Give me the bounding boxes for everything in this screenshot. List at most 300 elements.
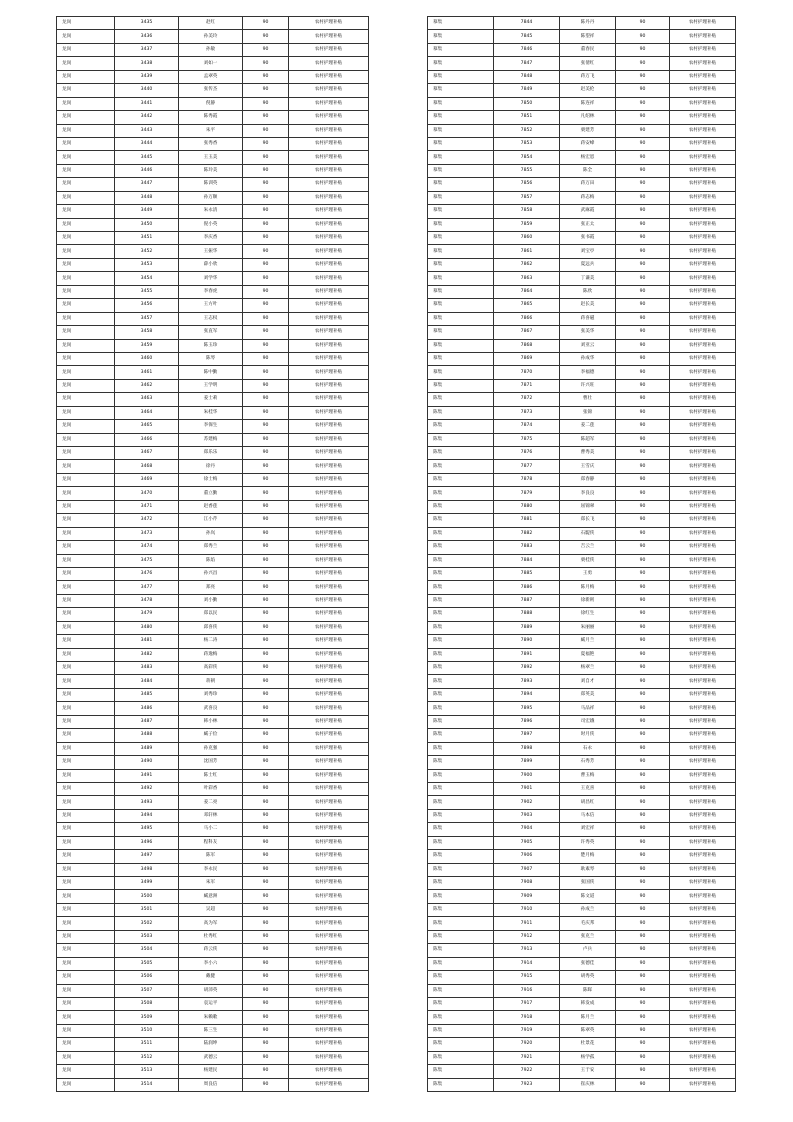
table-cell: 7910	[494, 903, 560, 916]
table-cell: 龙岗	[57, 836, 115, 849]
table-row	[428, 178, 736, 191]
left-table-body	[57, 17, 369, 1092]
table-cell: 7913	[494, 944, 560, 957]
table-row	[428, 863, 736, 876]
table-cell: 3470	[115, 487, 179, 500]
table-cell: 7882	[494, 527, 560, 540]
table-row	[57, 554, 369, 567]
table-cell: 90	[616, 84, 670, 97]
table-row	[57, 352, 369, 365]
table-cell: 农村护理补贴	[670, 285, 736, 298]
table-cell: 李福德	[560, 366, 616, 379]
table-cell: 农村护理补贴	[289, 406, 369, 419]
table-cell: 3476	[115, 567, 179, 580]
table-cell: 慕集	[428, 30, 494, 43]
table-cell: 3496	[115, 836, 179, 849]
table-cell: 农村护理补贴	[670, 702, 736, 715]
table-cell: 龙岗	[57, 903, 115, 916]
table-row	[57, 823, 369, 836]
table-cell: 农村护理补贴	[670, 299, 736, 312]
table-row	[428, 796, 736, 809]
table-cell: 90	[243, 339, 289, 352]
table-row	[428, 756, 736, 769]
table-row	[57, 460, 369, 473]
table-cell: 90	[243, 97, 289, 110]
table-cell: 慕集	[428, 137, 494, 150]
table-cell: 朱赖歌	[179, 1011, 243, 1024]
table-cell: 农村护理补贴	[289, 554, 369, 567]
table-cell: 90	[616, 608, 670, 621]
table-cell: 90	[616, 17, 670, 30]
table-cell: 农村护理补贴	[670, 245, 736, 258]
table-cell: 慕集	[428, 312, 494, 325]
table-cell: 农村护理补贴	[670, 1051, 736, 1064]
table-row	[57, 675, 369, 688]
table-cell: 90	[616, 836, 670, 849]
table-row	[428, 151, 736, 164]
table-cell: 3459	[115, 339, 179, 352]
table-cell: 3498	[115, 863, 179, 876]
table-cell: 农村护理补贴	[670, 594, 736, 607]
table-cell: 7909	[494, 890, 560, 903]
table-row	[428, 903, 736, 916]
table-row	[428, 836, 736, 849]
table-cell: 龙岗	[57, 769, 115, 782]
table-cell: 90	[243, 1011, 289, 1024]
table-cell: 周良信	[179, 1078, 243, 1091]
table-cell: 陈集	[428, 769, 494, 782]
table-cell: 农村护理补贴	[670, 541, 736, 554]
table-row	[57, 245, 369, 258]
table-cell: 姜二亮	[179, 796, 243, 809]
table-cell: 90	[243, 1065, 289, 1078]
table-row	[428, 232, 736, 245]
table-cell: 农村护理补贴	[289, 984, 369, 997]
table-cell: 3492	[115, 782, 179, 795]
table-cell: 90	[616, 70, 670, 83]
table-cell: 陈集	[428, 487, 494, 500]
table-cell: 邓轩林	[179, 809, 243, 822]
table-row	[57, 702, 369, 715]
table-cell: 陈集	[428, 500, 494, 513]
table-cell: 90	[243, 17, 289, 30]
table-cell: 90	[616, 662, 670, 675]
table-cell: 90	[616, 326, 670, 339]
table-cell: 农村护理补贴	[670, 957, 736, 970]
table-row	[428, 917, 736, 930]
left-table	[56, 16, 369, 1092]
table-cell: 农村护理补贴	[670, 809, 736, 822]
table-cell: 7852	[494, 124, 560, 137]
table-row	[428, 487, 736, 500]
table-cell: 李永民	[179, 863, 243, 876]
table-cell: 农村护理补贴	[670, 57, 736, 70]
table-cell: 陈士红	[179, 769, 243, 782]
table-cell: 农村护理补贴	[670, 124, 736, 137]
table-cell: 7873	[494, 406, 560, 419]
table-cell: 龙岗	[57, 877, 115, 890]
table-cell: 90	[243, 581, 289, 594]
table-cell: 农村护理补贴	[670, 84, 736, 97]
table-cell: 陈翠英	[560, 1024, 616, 1037]
table-cell: 农村护理补贴	[670, 326, 736, 339]
table-cell: 7844	[494, 17, 560, 30]
table-cell: 90	[616, 594, 670, 607]
table-cell: 陈望祥	[560, 30, 616, 43]
table-cell: 90	[616, 782, 670, 795]
table-cell: 7916	[494, 984, 560, 997]
table-cell: 龙岗	[57, 70, 115, 83]
table-cell: 赵红	[179, 17, 243, 30]
table-cell: 陈集	[428, 863, 494, 876]
table-cell: 朱永清	[179, 205, 243, 218]
table-cell: 徐士梅	[179, 473, 243, 486]
table-cell: 90	[243, 648, 289, 661]
table-cell: 杨建民	[179, 1065, 243, 1078]
table-cell: 蒋万飞	[560, 70, 616, 83]
table-cell: 农村护理补贴	[289, 299, 369, 312]
table-cell: 90	[243, 312, 289, 325]
table-cell: 7847	[494, 57, 560, 70]
table-row	[428, 1051, 736, 1064]
table-cell: 毛庆邦	[560, 917, 616, 930]
table-cell: 90	[243, 500, 289, 513]
table-cell: 90	[243, 702, 289, 715]
table-cell: 陈集	[428, 957, 494, 970]
table-cell: 陈集	[428, 460, 494, 473]
table-row	[428, 366, 736, 379]
table-cell: 90	[616, 218, 670, 231]
table-cell: 7915	[494, 971, 560, 984]
table-cell: 慕集	[428, 379, 494, 392]
table-cell: 陈集	[428, 742, 494, 755]
table-cell: 郑乐乐	[179, 447, 243, 460]
table-cell: 陈集	[428, 447, 494, 460]
table-cell: 90	[616, 420, 670, 433]
table-cell: 慕集	[428, 17, 494, 30]
table-cell: 90	[616, 232, 670, 245]
table-cell: 7885	[494, 567, 560, 580]
table-cell: 3444	[115, 137, 179, 150]
table-cell: 农村护理补贴	[670, 997, 736, 1010]
table-cell: 90	[616, 769, 670, 782]
table-row	[57, 43, 369, 56]
table-cell: 农村护理补贴	[670, 1011, 736, 1024]
table-cell: 7862	[494, 258, 560, 271]
table-cell: 农村护理补贴	[289, 151, 369, 164]
table-cell: 农村护理补贴	[289, 729, 369, 742]
table-cell: 龙岗	[57, 635, 115, 648]
table-row	[57, 782, 369, 795]
table-cell: 龙岗	[57, 742, 115, 755]
table-cell: 90	[243, 688, 289, 701]
table-cell: 农村护理补贴	[289, 258, 369, 271]
table-cell: 慕集	[428, 111, 494, 124]
table-cell: 90	[243, 487, 289, 500]
table-row	[57, 339, 369, 352]
table-cell: 农村护理补贴	[289, 245, 369, 258]
table-cell: 3491	[115, 769, 179, 782]
table-cell: 慕集	[428, 178, 494, 191]
table-cell: 农村护理补贴	[289, 1011, 369, 1024]
table-cell: 农村护理补贴	[289, 1078, 369, 1091]
table-cell: 农村护理补贴	[670, 352, 736, 365]
table-cell: 90	[243, 621, 289, 634]
table-cell: 农村护理补贴	[670, 877, 736, 890]
table-cell: 90	[243, 877, 289, 890]
table-cell: 农村护理补贴	[670, 567, 736, 580]
table-cell: 郑亮	[179, 581, 243, 594]
table-cell: 武麻霞	[560, 205, 616, 218]
table-cell: 武德云	[179, 1051, 243, 1064]
table-cell: 龙岗	[57, 164, 115, 177]
table-cell: 胡秀英	[560, 971, 616, 984]
table-cell: 农村护理补贴	[289, 43, 369, 56]
table-cell: 90	[243, 729, 289, 742]
table-cell: 90	[616, 447, 670, 460]
table-cell: 农村护理补贴	[289, 608, 369, 621]
table-cell: 臧子俭	[179, 729, 243, 742]
table-cell: 陈集	[428, 662, 494, 675]
table-cell: 90	[616, 944, 670, 957]
table-cell: 7884	[494, 554, 560, 567]
table-cell: 李小六	[179, 957, 243, 970]
table-row	[428, 877, 736, 890]
table-cell: 农村护理补贴	[670, 312, 736, 325]
table-cell: 农村护理补贴	[670, 917, 736, 930]
table-cell: 3500	[115, 890, 179, 903]
table-row	[57, 567, 369, 580]
table-cell: 农村护理补贴	[289, 890, 369, 903]
table-cell: 90	[243, 151, 289, 164]
table-cell: 7874	[494, 420, 560, 433]
table-cell: 农村护理补贴	[289, 930, 369, 943]
table-cell: 90	[616, 272, 670, 285]
table-cell: 农村护理补贴	[289, 473, 369, 486]
table-cell: 农村护理补贴	[670, 527, 736, 540]
table-cell: 90	[616, 312, 670, 325]
table-cell: 7845	[494, 30, 560, 43]
table-cell: 7914	[494, 957, 560, 970]
table-cell: 90	[243, 299, 289, 312]
table-cell: 李良良	[560, 487, 616, 500]
table-cell: 陈集	[428, 997, 494, 1010]
table-row	[57, 527, 369, 540]
table-cell: 刘秀珍	[179, 688, 243, 701]
table-row	[428, 944, 736, 957]
table-cell: 90	[243, 541, 289, 554]
table-cell: 3464	[115, 406, 179, 419]
table-cell: 龙岗	[57, 1078, 115, 1091]
table-cell: 农村护理补贴	[670, 379, 736, 392]
table-cell: 王振华	[179, 245, 243, 258]
table-cell: 90	[243, 756, 289, 769]
table-cell: 农村护理补贴	[670, 178, 736, 191]
table-cell: 农村护理补贴	[289, 379, 369, 392]
table-cell: 龙岗	[57, 594, 115, 607]
table-row	[428, 742, 736, 755]
table-row	[57, 514, 369, 527]
table-cell: 90	[243, 111, 289, 124]
table-cell: 农村护理补贴	[670, 662, 736, 675]
table-cell: 刘如一	[179, 57, 243, 70]
table-cell: 90	[243, 1038, 289, 1051]
table-cell: 陈集	[428, 608, 494, 621]
table-cell: 90	[243, 406, 289, 419]
table-cell: 90	[243, 1051, 289, 1064]
table-cell: 农村护理补贴	[289, 836, 369, 849]
table-cell: 陈丹丹	[560, 17, 616, 30]
table-cell: 3490	[115, 756, 179, 769]
table-cell: 90	[616, 648, 670, 661]
table-cell: 90	[243, 675, 289, 688]
table-row	[57, 285, 369, 298]
table-cell: 凡绍林	[560, 111, 616, 124]
table-cell: 慕集	[428, 285, 494, 298]
table-cell: 慕集	[428, 299, 494, 312]
table-cell: 慕集	[428, 258, 494, 271]
table-cell: 龙岗	[57, 944, 115, 957]
table-cell: 农村护理补贴	[289, 366, 369, 379]
table-row	[428, 662, 736, 675]
table-cell: 慕集	[428, 352, 494, 365]
table-cell: 农村护理补贴	[670, 151, 736, 164]
table-cell: 龙岗	[57, 1038, 115, 1051]
table-cell: 龙岗	[57, 675, 115, 688]
table-cell: 7869	[494, 352, 560, 365]
table-cell: 90	[616, 877, 670, 890]
table-cell: 龙岗	[57, 688, 115, 701]
table-cell: 90	[616, 191, 670, 204]
table-cell: 农村护理补贴	[289, 850, 369, 863]
table-cell: 陈全	[560, 164, 616, 177]
table-cell: 农村护理补贴	[670, 433, 736, 446]
table-cell: 陈军	[179, 850, 243, 863]
table-cell: 7859	[494, 218, 560, 231]
table-cell: 陈集	[428, 554, 494, 567]
table-cell: 7901	[494, 782, 560, 795]
table-cell: 3454	[115, 272, 179, 285]
table-cell: 农村护理补贴	[670, 742, 736, 755]
table-row	[57, 312, 369, 325]
table-cell: 3474	[115, 541, 179, 554]
table-cell: 3469	[115, 473, 179, 486]
table-cell: 陈月兰	[560, 1011, 616, 1024]
table-row	[428, 191, 736, 204]
table-row	[57, 903, 369, 916]
table-row	[428, 312, 736, 325]
table-cell: 张美华	[560, 326, 616, 339]
table-cell: 90	[616, 971, 670, 984]
table-cell: 农村护理补贴	[670, 823, 736, 836]
table-cell: 7886	[494, 581, 560, 594]
table-cell: 王于安	[560, 1065, 616, 1078]
table-cell: 慕集	[428, 164, 494, 177]
table-cell: 90	[616, 917, 670, 930]
table-cell: 90	[243, 57, 289, 70]
table-cell: 7867	[494, 326, 560, 339]
table-cell: 3508	[115, 997, 179, 1010]
table-cell: 90	[616, 742, 670, 755]
table-row	[428, 823, 736, 836]
table-row	[428, 43, 736, 56]
table-row	[428, 272, 736, 285]
table-cell: 农村护理补贴	[670, 635, 736, 648]
table-row	[428, 433, 736, 446]
table-cell: 农村护理补贴	[289, 205, 369, 218]
table-cell: 陈连祥	[560, 97, 616, 110]
table-cell: 陈集	[428, 393, 494, 406]
table-cell: 农村护理补贴	[670, 944, 736, 957]
table-cell: 朱丽丽	[560, 621, 616, 634]
table-cell: 蒋万田	[560, 178, 616, 191]
table-cell: 90	[616, 729, 670, 742]
table-cell: 杨宏恩	[560, 151, 616, 164]
table-cell: 农村护理补贴	[670, 554, 736, 567]
table-row	[57, 729, 369, 742]
table-cell: 3439	[115, 70, 179, 83]
table-cell: 蒋逸梅	[179, 648, 243, 661]
table-cell: 慕集	[428, 43, 494, 56]
table-cell: 慕集	[428, 57, 494, 70]
table-cell: 陈欣	[560, 285, 616, 298]
table-cell: 7881	[494, 514, 560, 527]
table-cell: 90	[243, 769, 289, 782]
table-cell: 栗桂侠	[560, 554, 616, 567]
table-cell: 7890	[494, 635, 560, 648]
table-row	[57, 84, 369, 97]
table-cell: 龙岗	[57, 191, 115, 204]
table-cell: 龙岗	[57, 299, 115, 312]
table-row	[57, 662, 369, 675]
table-cell: 3466	[115, 433, 179, 446]
table-cell: 陈集	[428, 715, 494, 728]
table-cell: 90	[616, 850, 670, 863]
table-cell: 7854	[494, 151, 560, 164]
table-row	[428, 608, 736, 621]
table-cell: 农村护理补贴	[289, 433, 369, 446]
table-cell: 陈集	[428, 567, 494, 580]
table-cell: 90	[243, 809, 289, 822]
table-cell: 王学明	[179, 379, 243, 392]
table-cell: 龙岗	[57, 205, 115, 218]
table-cell: 农村护理补贴	[670, 782, 736, 795]
table-row	[428, 379, 736, 392]
table-cell: 龙岗	[57, 285, 115, 298]
table-cell: 武喜良	[179, 702, 243, 715]
table-cell: 3450	[115, 218, 179, 231]
table-row	[428, 675, 736, 688]
table-cell: 龙岗	[57, 326, 115, 339]
table-cell: 90	[243, 124, 289, 137]
table-cell: 农村护理补贴	[670, 1065, 736, 1078]
table-cell: 陈集	[428, 944, 494, 957]
table-cell: 农村护理补贴	[670, 890, 736, 903]
table-cell: 龙岗	[57, 366, 115, 379]
table-cell: 农村护理补贴	[670, 729, 736, 742]
table-cell: 董春民	[560, 43, 616, 56]
table-row	[428, 164, 736, 177]
table-row	[428, 782, 736, 795]
table-row	[57, 1024, 369, 1037]
table-cell: 90	[616, 514, 670, 527]
table-row	[428, 514, 736, 527]
table-cell: 王勇	[560, 567, 616, 580]
table-cell: 3460	[115, 352, 179, 365]
table-cell: 龙岗	[57, 863, 115, 876]
table-cell: 龙岗	[57, 97, 115, 110]
table-row	[428, 30, 736, 43]
